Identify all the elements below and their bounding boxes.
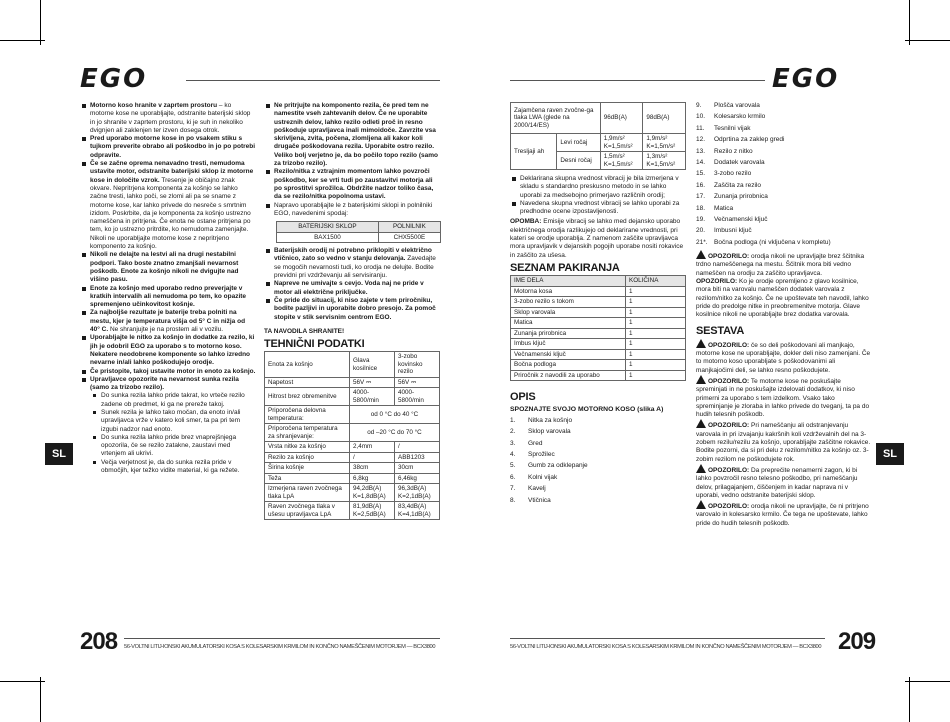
table-row: [511, 370, 686, 381]
item-number: 8.: [510, 496, 516, 504]
item-label: Gumb za odklepanje: [528, 462, 588, 470]
table-cell: od –20 °C do 70 °C: [350, 424, 440, 442]
body-text: Pri nameščanju ali odstranjevanju varovala in pri izvajanju kakršnih koli vzdrževalnih del na 3-zobem rezilu/rezilu za košnjo, uporabljajte zaščitne rokavice. Bodite pozorni, da si pri delu z rezilom/nitko za košnjo oz. 3-zobim rezilom ne poškodujete rok.: [696, 422, 871, 463]
table-row: [511, 307, 686, 318]
table-row: [265, 388, 440, 406]
table-cell: Zunanja prirobnica: [511, 328, 626, 339]
table-cell: Teža: [265, 473, 350, 484]
table-row: [511, 339, 686, 350]
bold-text: Ne pritrjujte na komponento rezila, če pred tem ne namestite vseh zahtevanih delov. Če ne uporabite ustreznih delov, lahko rezilo odleti proč in resno poškoduje upravljavca inali mimoidoče. Zavrzite vsa skrivljena, zvita, počena, zlomljena ali kakor koli drugače poškodovana rezila. Uporabite ostro rezilo. Veliko bolj verjetno je, da bo počilo topo rezilo (samo za trizobo rezilo).: [274, 102, 438, 168]
section-title: SEZNAM PAKIRANJA: [510, 261, 620, 274]
table-header: Enota za košnjo: [265, 352, 350, 378]
list-item: [696, 216, 872, 224]
bold-text: Motorno koso hranite v zaprtem prostoru: [90, 102, 218, 109]
sub-list-item: Sunek rezila je lahko tako močan, da enoto in/ali upravljavca vrže v katero koli smer, ta pa pri tem izgubi nadzor nad enoto.: [80, 409, 256, 434]
table-cell: 2,4mm: [350, 442, 395, 453]
table-cell: 98dB(A): [643, 103, 686, 134]
language-tab: SL: [876, 443, 904, 465]
warning-icon: [696, 339, 706, 348]
item-label: Vtičnica: [528, 496, 551, 504]
table-header: KOLIČINA: [626, 276, 686, 287]
body-text: Tresenje je običajno znak okvare. Nepritrjena komponenta za košnjo se lahko začne tresti, lahko poči, se zlomi ali pa se sname z motorne kose, kar lahko privede do nesreče s smrtnim izidom. Poskrbite, da je komponenta za košnjo ustrezno nameščena in pritrjena. Če enota ne ostane pritrjena po tem, ko jo ustrezno pritrdite, ko nemudoma zamenjajte. Nikoli ne uporabljajte motorne kose z nepritrjeno komponento za košnjo.: [90, 176, 251, 251]
body-text: – ko motorne kose ne uporabljajte, odstranite baterijski sklop in jo shranite v zaprtem prostoru, ki je suh in nekoliko dvignjen ali zaklenjen ter izven dosega otrok.: [90, 102, 251, 134]
item-label: Zunanja prirobnica: [714, 193, 768, 201]
item-label: Sklop varovala: [528, 428, 571, 436]
list-item: [510, 485, 686, 493]
list-item: [696, 182, 872, 190]
list-item: [80, 135, 256, 160]
bold-text: Če se začne oprema nenavadno tresti, nemudoma ustavite motor, odstranite baterijski sklop iz motorne kose in določite vzrok.: [90, 160, 254, 184]
table-cell: 38cm: [350, 463, 395, 474]
item-number: 4.: [510, 451, 516, 459]
crop-mark: [40, 677, 41, 722]
column-2: [264, 102, 440, 520]
bold-text: Uporabljajte le nitko za košnjo in dodatke za rezilo, ki jih je odobril EGO za uporabo s to motorno koso. Nekatere neodobrene komponente so lahko izredno nevarne in/ali lahko poškodujejo orodje.: [90, 334, 255, 367]
crop-mark: [40, 0, 41, 45]
item-number: 16.: [696, 181, 706, 189]
table-cell: 56V ⎓: [395, 377, 440, 388]
table-header: Glava kosilnice: [350, 352, 395, 378]
item-label: Kolesarsko krmilo: [714, 113, 766, 121]
table-row: [265, 406, 440, 424]
page-number: 209: [838, 628, 876, 655]
item-number: 15.: [696, 170, 706, 178]
crop-mark: [905, 40, 950, 41]
sub-list-item: Do sunka rezila lahko pride takrat, ko vrteče rezilo zadene ob predmet, ki ga ne prereže takoj.: [80, 392, 256, 409]
bold-text: OPOZORILO:: [708, 422, 750, 430]
item-number: 10.: [696, 113, 706, 121]
list-item: [264, 247, 440, 280]
body-text: Napravo uporabljajte le z baterijskimi sklopi in polnilniki EGO, navedenimi spodaj:: [274, 201, 433, 217]
page-footer: 56-VOLTNI LITIJ-IONSKI AKUMULATORSKI KOSA S KOLESARSKIM KRMILOM IN KONČNO NAMEŠČENIM MOTORJEM — BCX3800: [510, 644, 822, 650]
crop-mark: [0, 681, 45, 682]
list-item: [510, 417, 686, 425]
table-row: [265, 463, 440, 474]
item-label: Sprožilec: [528, 451, 555, 459]
list-item: [510, 497, 686, 505]
warning: [696, 464, 872, 500]
item-number: 18.: [696, 204, 706, 212]
table-cell: 94,2dB(A) K=1,8dB(A): [350, 484, 395, 502]
list-item: [696, 205, 872, 213]
bold-text: Če pristopite, takoj ustavite motor in enoto za košnjo.: [90, 367, 256, 375]
item-label: Imbusni ključ: [714, 227, 752, 235]
list-item: [696, 170, 872, 178]
table-cell: Rezilo za košnjo: [265, 452, 350, 463]
table-cell: Desni ročaj: [557, 152, 600, 170]
list-item: [510, 462, 686, 470]
list-item: [696, 113, 872, 121]
body-text: Te motorne kose ne poskušajte spreminjati in ne poskušajte izdelovati dodatkov, ki niso primerni za uporabo s tem izdelkom. Vsako tako spreminjanje je zloraba in lahko privede do tveganj, ta pa do hudih telesnih poškodb.: [696, 377, 870, 419]
section-title: SESTAVA: [696, 325, 745, 338]
table-cell: Napetost: [265, 377, 350, 388]
table-cell: 83,4dB(A) K=4,1dB(A): [395, 502, 440, 520]
table-cell: /: [395, 442, 440, 453]
table-cell: 1: [626, 339, 686, 350]
body-text: Ne shranjujte je na prostem ali v vozilu.: [108, 326, 224, 334]
item-label: Gred: [528, 439, 543, 447]
language-tab: SL: [45, 443, 73, 465]
item-number: 7.: [510, 485, 516, 493]
list-item: [264, 168, 440, 201]
item-number: 19.: [696, 215, 706, 223]
table-cell: 4000-5800/min: [395, 388, 440, 406]
item-label: Ploščа varovala: [714, 102, 760, 109]
list-item: [696, 159, 872, 167]
list-item: [510, 474, 686, 482]
table-cell: 1: [626, 297, 686, 308]
table-row: [511, 360, 686, 371]
warning: [696, 339, 872, 375]
table-row: [265, 442, 440, 453]
table-cell: 1,9m/s² K=1,5m/s²: [643, 134, 686, 152]
warning-icon: [696, 500, 706, 509]
table-cell: 6,8kg: [350, 473, 395, 484]
sound-vibration-table: [510, 102, 686, 170]
table-cell: Sklop varovala: [511, 307, 626, 318]
sub-list-item: Večja verjetnost je, da do sunka rezila pride v območjih, kjer težko vidite material, ki ga režete.: [80, 459, 256, 476]
bold-text: Baterijskih orodij ni potrebno priklopiti v električno vtičnico, zato so vedno v stanju delovanja.: [274, 247, 432, 263]
item-label: Odprtina za zaklep gredi: [714, 136, 785, 144]
list-item: [80, 285, 256, 310]
item-label: Dodatek varovala: [714, 158, 765, 166]
item-number: 12.: [696, 136, 706, 144]
warning: OPOZORILO: Ko je orodje opremljeno z glavo kosilnice, mora biti na varovalu nameščen dodatek varovala z rezilom/nitko za košnjo. Če ne upoštevate teh navodil, lahko pride do predolge nitke in preobremenitve motorja. Glave kosilnice nikoli ne uporabljajte brez dodatka varovala.: [696, 277, 869, 319]
column-4: [696, 102, 872, 528]
footer-rule: [510, 638, 825, 639]
footer-rule: [124, 638, 440, 639]
table-cell: Priporočena delovna temperatura:: [265, 406, 350, 424]
list-item: [264, 280, 440, 297]
table-cell: Priporočena temperatura za shranjevanje:: [265, 424, 350, 442]
column-1: [80, 102, 256, 475]
warning: OPOZORILO: orodja nikoli ne upravljajte brez ščitnika trdno nameščenega na mestu. Ščitnik mora biti vedno nameščen na orodju za zaščito upravljavca.: [696, 250, 872, 278]
column-3: [510, 102, 686, 508]
list-item: [264, 202, 440, 219]
table-row: [265, 377, 440, 388]
list-item: [264, 297, 440, 322]
bold-text: OPOZORILO:: [708, 341, 750, 349]
table-cell: 96dB(A): [600, 103, 643, 134]
body-text: Da preprečite nenamerni zagon, ki bi lahko povzročil resno telesno poškodbo, pri nameščanju delov, prilagajanjem, čiščenjem in kadar naprava ni v uporabi, vedno odstranite baterijski sklop.: [696, 466, 858, 499]
table-row: [511, 286, 686, 297]
item-number: 9.: [696, 102, 702, 109]
list-item: Deklarirana skupna vrednost vibracij je bila izmerjena v skladu s standardno preskusno metodo in se lahko uporabi za medsebojno primerjavo različnih orodij;: [510, 175, 686, 200]
list-item: [696, 125, 872, 133]
table-cell: Levi ročaj: [557, 134, 600, 152]
item-number: 13.: [696, 147, 706, 155]
bold-text: Nikoli ne delajte na lestvi ali na drugi nestabilni podpori. Tako boste znatno zmanjšali nevarnost poškodb. Enote za košnjo nikoli ne dvigujte nad višino pasu.: [90, 251, 239, 284]
list-item: [80, 102, 256, 135]
table-cell: Večnamenski ključ: [511, 349, 626, 360]
table-header: 3-zobo kovinsko rezilo: [395, 352, 440, 378]
table-cell: 1,9m/s² K=1,5m/s²: [600, 134, 643, 152]
table-cell: 1,5m/s² K=1,5m/s²: [600, 152, 643, 170]
save-notice: TA NAVODILA SHRANITE!: [264, 327, 345, 335]
list-item: [510, 451, 686, 459]
table-cell: CHX5500E: [378, 232, 440, 243]
table-cell: 1: [626, 370, 686, 381]
list-item: [510, 440, 686, 448]
table-cell: Hitrost brez obremenitve: [265, 388, 350, 406]
list-item: [264, 102, 440, 168]
bold-text: Pred uporabo motorne kose in po vsakem stiku s tujkom preverite obrabo ali poškodbo in jo po potrebi odpravite.: [90, 135, 256, 159]
table-cell: 6,46kg: [395, 473, 440, 484]
section-title: OPIS: [510, 391, 536, 404]
table-cell: Imbus ključ: [511, 339, 626, 350]
note: OPOMBA: Emisije vibracij se lahko med dejansko uporabo električnega orodja razlikujejo od deklarirane vrednosti, pri kateri se orodje uporablja. Z namenom zaščite upravljavca mora upravljavik v dejanskih pogojih uporabe nositi rokavice in zaščito za ušesa.: [510, 218, 684, 259]
body-text: Zavedajte se mogočih nevarnosti tudi, ko orodja ne delujte. Bodite previdni pri vzdrževanju ali servisiranju.: [274, 255, 436, 280]
bold-text: OPOZORILO:: [708, 377, 750, 385]
table-cell: /: [350, 452, 395, 463]
list-item: [696, 102, 872, 110]
table-row: [265, 502, 440, 520]
list-item: [80, 251, 256, 284]
item-number: 1.: [510, 416, 516, 424]
item-label: Tesnilni vijak: [714, 124, 751, 132]
warning: [696, 500, 872, 528]
table-cell: 1: [626, 328, 686, 339]
item-number: 11.: [696, 124, 705, 132]
item-number: 21*.: [696, 238, 708, 246]
sub-list-item: Do sunka rezila lahko pride brez vnaprejšnjega opozorila, če se rezilo zatakne, zaustavi med vrtenjem ali ukrivi.: [80, 434, 256, 459]
crop-mark: [909, 0, 910, 45]
table-cell: Raven zvočnega tlaka v ušesu upravljavca LpA: [265, 502, 350, 520]
item-label: Bočna podloga (ni vključena v kompletu): [714, 238, 831, 246]
page-number: 208: [80, 628, 118, 655]
item-label: Večnamenski ključ: [714, 215, 768, 223]
table-cell: 56V ⎓: [350, 377, 395, 388]
bold-text: Rezilo/nitka z vztrajnim momentom lahko povzroči poškodbo, ker se vrti tudi po zaustavitvi motorja ali po sprostitvi sprožilca. Obdržite nadzor toliko časa, da se rezilo/nitka popolnoma ustavi.: [274, 168, 434, 201]
table-cell: 4000-5800/min: [350, 388, 395, 406]
table-cell: 1,3m/s² K=1,5m/s²: [643, 152, 686, 170]
header-rule: [186, 80, 440, 81]
table-cell: 1: [626, 286, 686, 297]
item-label: Zaščita za rezilo: [714, 181, 761, 189]
table-cell: 1: [626, 360, 686, 371]
list-item: [80, 309, 256, 334]
warning-icon: [696, 419, 706, 428]
subsection-title: SPOZNAJTE SVOJO MOTORNO KOSO (slika A): [510, 405, 664, 413]
list-item: [80, 368, 256, 376]
bold-text: OPOZORILO:: [708, 466, 750, 474]
header-rule: [510, 80, 765, 81]
table-cell: Vrsta nitke za košnjo: [265, 442, 350, 453]
table-row: [265, 452, 440, 463]
bold-text: Za najboljše rezultate je baterije treba polniti na mestu, kjer je temperatura višja od 5° C in nižja od 40° C.: [90, 309, 246, 334]
item-number: 20.: [696, 227, 706, 235]
item-label: Kolni vijak: [528, 473, 558, 481]
table-cell: 96,3dB(A) K=2,1dB(A): [395, 484, 440, 502]
warning-icon: [696, 250, 706, 259]
page-footer: 56-VOLTNI LITIJ-IONSKI AKUMULATORSKI KOSA S KOLESARSKIM KRMILOM IN KONČNO NAMEŠČENIM MOTORJEM — BCX3800: [124, 644, 436, 650]
item-label: Matica: [714, 204, 734, 212]
list-item: [696, 148, 872, 156]
table-cell: 1: [626, 349, 686, 360]
table-cell: Širina košnje: [265, 463, 350, 474]
warning: [696, 375, 872, 419]
list-item: [80, 334, 256, 367]
table-cell: BAX1500: [277, 232, 379, 243]
bold-text: Enote za košnjo med uporabo redno preverjajte v kratkih intervalih ali nemudoma po tem, ko opazite spremenjeno učinkovitost košnje.: [90, 284, 247, 309]
warning-icon: [696, 375, 706, 384]
ego-logo: EGO: [80, 64, 148, 94]
battery-table: [276, 221, 441, 243]
body-text: če so deli poškodovani ali manjkajo, motorne kose ne uporabljajte, dokler deli niso zamenjani. Če to motorno koso uporabljate s poškodovanimi ali manjkajočimi deli, se lahko resno poškodujete.: [696, 341, 871, 374]
tech-data-table: [264, 351, 440, 520]
crop-mark: [905, 681, 950, 682]
table-cell: 1: [626, 318, 686, 329]
table-row: [511, 328, 686, 339]
bold-text: Upravljavce opozorite na nevarnost sunka rezila (samo za trizobo rezilo).: [90, 375, 239, 392]
table-header: POLNILNIK: [378, 222, 440, 233]
bold-text: OPOZORILO:: [708, 503, 750, 511]
table-row: [265, 473, 440, 484]
table-cell: 1: [626, 307, 686, 318]
warning: [696, 419, 872, 463]
table-cell: Matica: [511, 318, 626, 329]
table-cell: 81,9dB(A) K=2,5dB(A): [350, 502, 395, 520]
table-cell: Zajamčena raven zvočne-ga tlaka LWA (glede na 2000/14/ES): [511, 103, 601, 134]
list-item: [510, 428, 686, 436]
table-cell: Tresljaji ah: [511, 134, 557, 170]
item-number: 3.: [510, 439, 516, 447]
list-item: [80, 376, 256, 393]
item-label: Nitka za košnjo: [528, 416, 573, 424]
item-label: Rezilo z nitko: [714, 147, 753, 155]
table-cell: Izmerjena raven zvočnega tlaka LpA: [265, 484, 350, 502]
table-cell: Motorna kosa: [511, 286, 626, 297]
list-item: [696, 136, 872, 144]
table-row: [511, 297, 686, 308]
warning-icon: [696, 464, 706, 473]
table-cell: ABB1203: [395, 452, 440, 463]
item-number: 14.: [696, 158, 706, 166]
crop-mark: [0, 40, 45, 41]
list-item: [696, 239, 872, 247]
item-number: 5.: [510, 462, 516, 470]
table-header: IME DELA: [511, 276, 626, 287]
body-text: orodja nikoli ne upravljajte, če ni pritrjeno varovalo in kolesarsko krmilo. Če tega ne upoštevate, lahko pride do hudih telesnih poškodb.: [696, 503, 869, 527]
table-row: [265, 484, 440, 502]
item-number: 2.: [510, 428, 516, 436]
table-cell: 3-zobo rezilo s tokom: [511, 297, 626, 308]
list-item: [696, 193, 872, 201]
table-cell: Priročnik z navodili za uporabo: [511, 370, 626, 381]
list-item: [80, 160, 256, 251]
table-cell: od 0 °C do 40 °C: [350, 406, 440, 424]
crop-mark: [909, 677, 910, 722]
bold-text: Napreve ne umivajte s cevjo. Voda naj ne pride v motor ali električne priključke.: [274, 280, 424, 296]
item-number: 6.: [510, 473, 516, 481]
ego-logo: EGO: [772, 64, 840, 94]
item-label: Kavelj: [528, 485, 546, 493]
table-cell: 30cm: [395, 463, 440, 474]
table-row: [265, 424, 440, 442]
packing-table: [510, 275, 686, 381]
section-title: TEHNIČNI PODATKI: [264, 338, 365, 351]
list-item: Navedena skupna vrednost vibracij se lahko uporabi za predhodne ocene izpostavljenosti.: [510, 200, 686, 217]
bold-text: Če pride do situacij, ki niso zajete v tem priročniku, bodite pazljivi in uporabite dobro presojo. Za pomoč stopite v stik servisnim centrom EGO.: [274, 296, 436, 321]
table-header: BATERIJSKI SKLOP: [277, 222, 379, 233]
list-item: [696, 227, 872, 235]
table-row: [511, 318, 686, 329]
table-cell: Bočna podloga: [511, 360, 626, 371]
item-number: 17.: [696, 193, 706, 201]
table-row: [511, 349, 686, 360]
item-label: 3-zobo rezilo: [714, 170, 752, 178]
